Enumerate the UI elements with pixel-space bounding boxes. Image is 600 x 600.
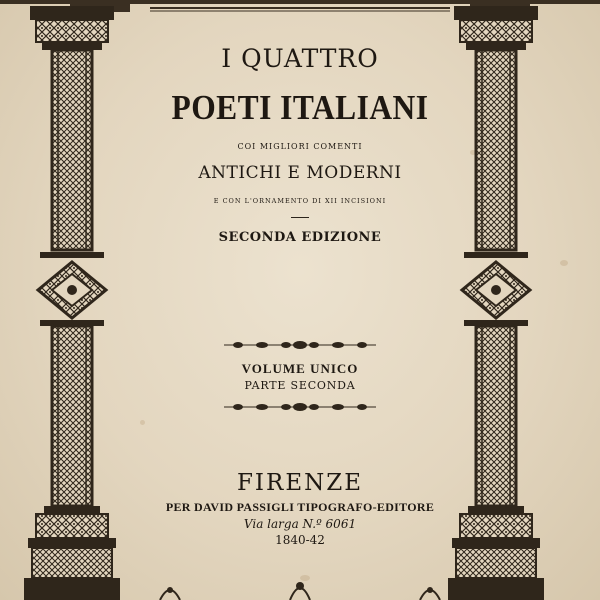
imprint-city: FIRENZE [236,470,364,496]
imprint-block [150,470,450,547]
volume-block [150,361,450,392]
main-title: POETI ITALIANI [171,88,429,127]
short-rule [291,217,309,218]
edition-label: SECONDA EDIZIONE [218,230,382,245]
title-block [150,44,450,245]
title-line-1: I QUATTRO [221,44,379,73]
subtitle-emphasis: ANTICHI E MODERNI [198,163,402,183]
foxing-spot [140,420,145,425]
imprint-address: Via larga N.º 6061 [243,517,357,531]
ornamental-rule-top [224,340,376,350]
right-column-ornament [446,0,546,600]
left-column-ornament [22,0,122,600]
foxing-spot [560,260,568,266]
engravings-note: E CON L'ORNAMENTO DI XII INCISIONI [213,197,387,205]
imprint-publisher: PER DAVID PASSIGLI TIPOGRAFO-EDITORE [165,500,435,514]
bottom-ornament [0,570,600,600]
part-label: PARTE SECONDA [244,379,356,392]
volume-label: VOLUME UNICO [241,361,359,376]
imprint-years: 1840-42 [275,533,325,547]
subtitle-line: COI MIGLIORI COMENTI [237,142,363,151]
ornamental-rule-bottom [224,402,376,412]
